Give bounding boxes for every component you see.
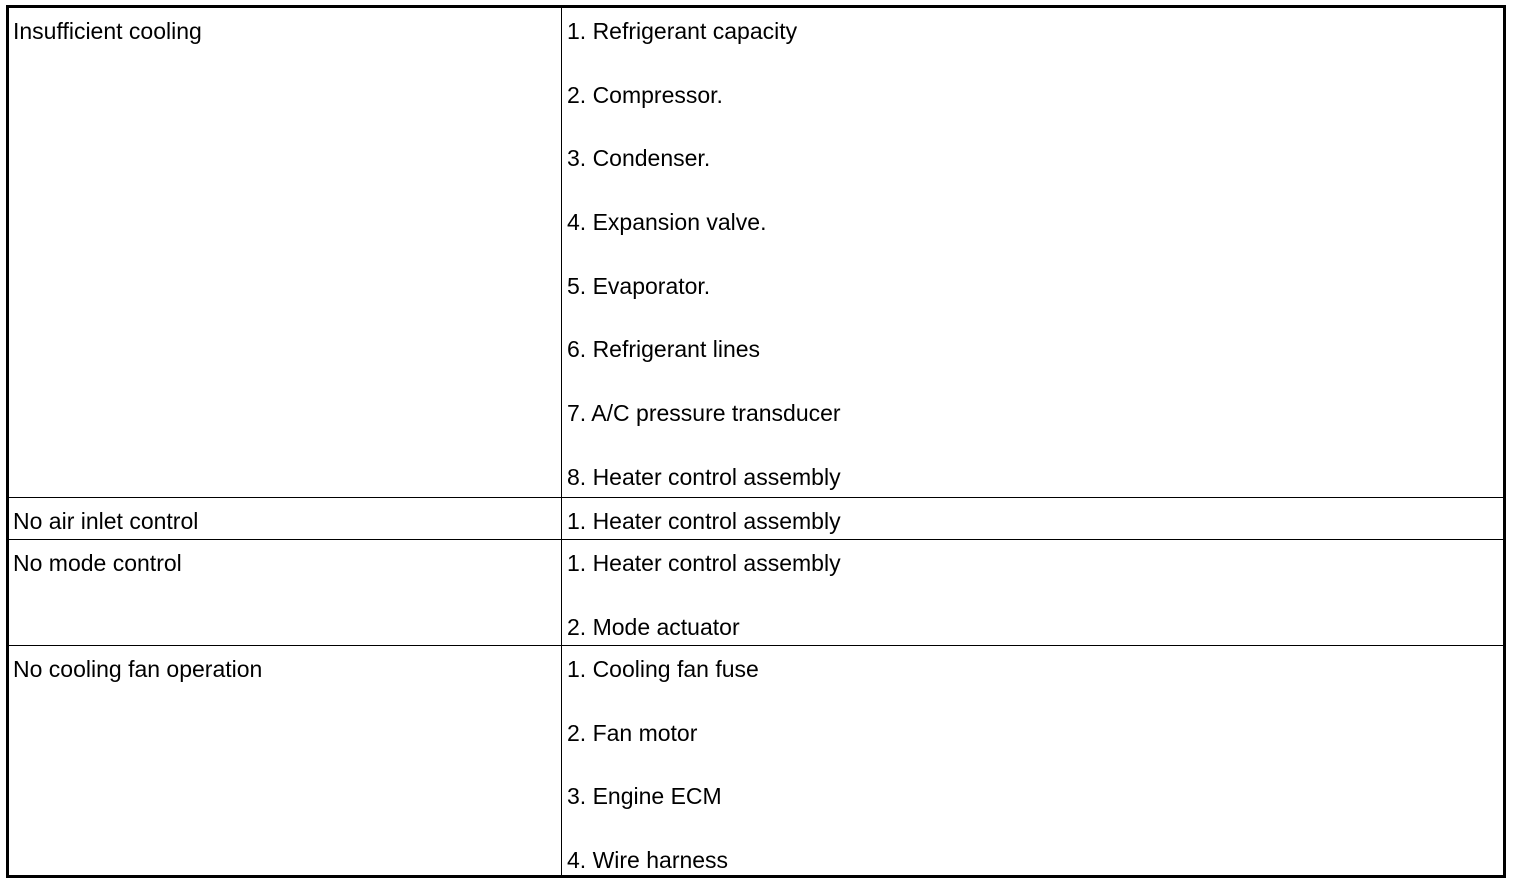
symptom-text: Insufficient cooling	[13, 18, 202, 44]
causes-cell	[562, 498, 1503, 539]
cause-item: 2. Mode actuator	[567, 613, 740, 640]
cause-item: 4. Expansion valve.	[567, 209, 767, 236]
cause-item: 2. Fan motor	[567, 719, 698, 746]
symptom-cell	[9, 646, 562, 875]
cause-item: 2. Compressor.	[567, 81, 723, 108]
symptom-text: No air inlet control	[13, 508, 199, 534]
table-row	[9, 539, 1503, 645]
symptom-text: No mode control	[13, 550, 182, 576]
diagnosis-table	[6, 5, 1506, 878]
cause-item: 8. Heater control assembly	[567, 463, 841, 490]
table-row	[9, 497, 1503, 539]
cause-item: 4. Wire harness	[567, 847, 729, 874]
table-row	[9, 8, 1503, 497]
symptom-cell	[9, 498, 562, 539]
cause-item: 3. Engine ECM	[567, 783, 722, 810]
table-row	[9, 645, 1503, 875]
cause-item: 1. Heater control assembly	[567, 550, 841, 576]
symptom-cell	[9, 540, 562, 645]
causes-cell	[562, 8, 1503, 497]
cause-item: 1. Refrigerant capacity	[567, 18, 798, 44]
cause-item: 3. Condenser.	[567, 145, 711, 172]
symptom-text: No cooling fan operation	[13, 656, 263, 682]
cause-item: 5. Evaporator.	[567, 272, 711, 299]
cause-item: 6. Refrigerant lines	[567, 336, 761, 363]
symptom-cell	[9, 8, 562, 497]
cause-item: 1. Cooling fan fuse	[567, 656, 759, 682]
cause-item: 1. Heater control assembly	[567, 508, 841, 534]
causes-cell	[562, 540, 1503, 645]
cause-item: 7. A/C pressure transducer	[567, 400, 841, 427]
causes-cell	[562, 646, 1503, 875]
